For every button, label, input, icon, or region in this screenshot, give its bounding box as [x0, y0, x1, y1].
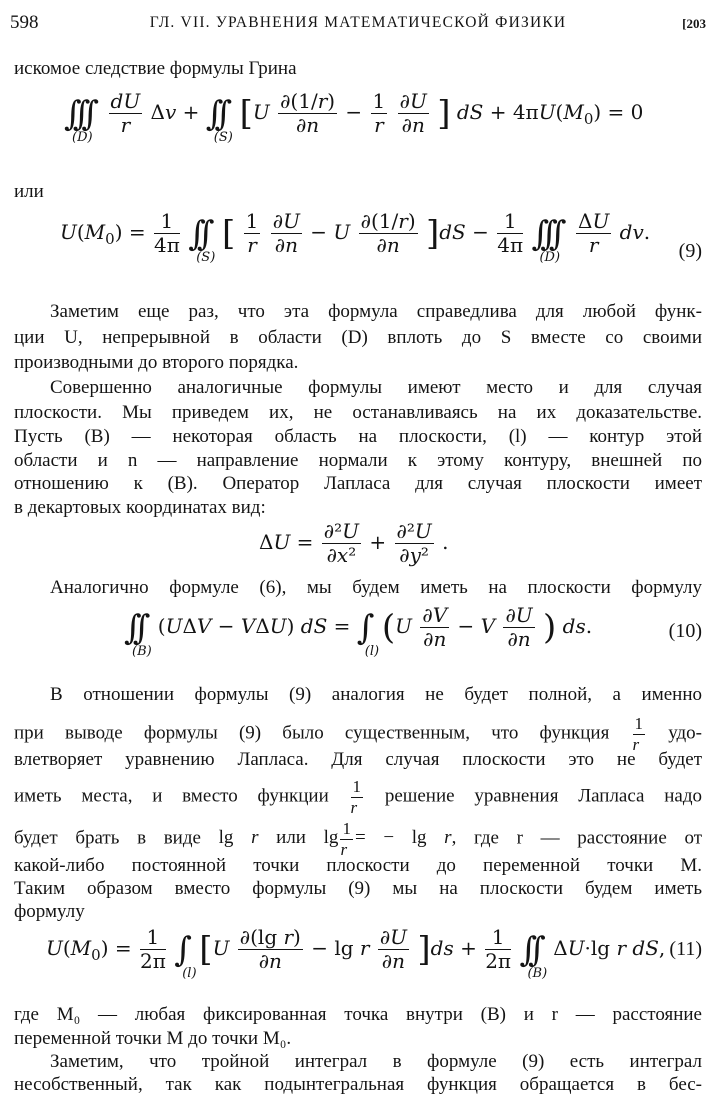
triple-integral-symbol: ∫∫∫ (D) [64, 93, 93, 145]
text-line: или [14, 181, 44, 202]
text-line: Таким образом вместо формулы (9) мы на плоскости будем иметь [14, 878, 702, 899]
equation-number-10: (10) [668, 620, 702, 642]
double-integral-symbol: ∫∫ (S) [205, 93, 233, 145]
equation-11: $U(M_0)$ = $\frac{1}{2\pi}$ ∫ (l) [U $\frac{\text{∂(lg r)}}{\partial n}$ − lg r $\frac{\partial U}{\partial n}$ ]ds + $\frac{1}{2\pi}$ ∫∫ (B) ΔU·lg r dS, (11) [46, 925, 702, 981]
text-line: какой-либо постоянной точки плоскости до переменной точки M. [14, 855, 702, 876]
equation-10: ∫∫ (B) (UΔV − VΔU) dS = ∫ (l) (U $\frac{\partial V}{\partial n}$ − V $\frac{\partial U}{\partial n}$ ) ds. (10) [124, 603, 702, 659]
equation-9: $U(M_0)$ = $\frac{1}{4\pi}$ ∫∫ (S) [ $\frac{1}{r}$ $\frac{\partial U}{\partial n}$ − U $\frac{\partial(1/r)}{\partial n}$ ]dS − $\frac{1}{4\pi}$ ∫∫∫ (D) $\frac{\Delta U}{r}$ dv. (9) [60, 209, 702, 265]
text-line: Аналогично формуле (6), мы будем иметь на плоскости формулу [50, 577, 702, 598]
text-line: переменной точки M до точки M₀. [14, 1028, 292, 1049]
text-line: производными до второго порядка. [14, 352, 299, 373]
text-line: Заметим еще раз, что эта формула справедлива для любой функ- [50, 301, 702, 322]
equation-green-consequence: ∫∫∫ (D) $\frac{dU}{r}$ Δv + ∫∫ (S) [U $\frac{\partial(1/r)}{\partial n}$ − $\frac{1}{r}$ $\frac{\partial U}{\partial n}$ ] dS + $4\pi U(M_0) = 0$ [64, 89, 644, 145]
text-line: В отношении формулы (9) аналогия не будет полной, а именно [50, 684, 702, 705]
text-line: области и n — направление нормали к этому контуру, внешней по [14, 450, 702, 471]
text-line: искомое следствие формулы Грина [14, 58, 297, 79]
text-line: где M₀ — любая фиксированная точка внутри (B) и r — расстояние [14, 1004, 702, 1025]
text-line: иметь места, и вместо функции $\frac{1}{r}$ решение уравнения Лапласа надо [14, 777, 702, 817]
text-span: будет брать в виде [14, 827, 201, 849]
equation-number-9: (9) [678, 240, 702, 262]
equation-number-11: (11) [669, 938, 702, 960]
running-header [10, 8, 706, 38]
inline-math: lg r или lg $\frac{1}{r}$ = − lg r, [218, 819, 457, 859]
text-span: где r — расстояние от [474, 827, 703, 849]
text-line: в декартовых координатах вид: [14, 497, 266, 518]
text-line: Пусть (B) — некоторая область на плоскости, (l) — контур этой [14, 426, 702, 447]
text-line: плоскости. Мы приведем их, не останавливаясь на их доказательстве. [14, 402, 702, 423]
text-line: при выводе формулы (9) было существенным, что функция $\frac{1}{r}$ удо- [14, 714, 703, 754]
section-number: [203 [682, 16, 706, 31]
text-span: решение уравнения Лапласа надо [384, 785, 702, 807]
text-span: при выводе формулы (9) было существенным, что функция [14, 722, 610, 744]
text-line: Заметим, что тройной интеграл в формуле (9) есть интеграл [50, 1051, 702, 1072]
text-line: Совершенно аналогичные формулы имеют место и для случая [50, 377, 702, 398]
text-line: отношению к (B). Оператор Лапласа для случая плоскости имеет [14, 473, 702, 494]
text-line: влетворяет уравнению Лапласа. Для случая плоскости это не будет [14, 749, 702, 770]
text-line: несобственный, так как подынтегральная функция обращается в бес- [14, 1074, 702, 1095]
equation-laplace-operator: ΔU = $\frac{\text{∂²U}}{\text{∂x²}}$ + $\frac{\text{∂²U}}{\text{∂y²}}$ . [259, 519, 449, 567]
text-line: ции U, непрерывной в области (D) вплоть до S вместе со своими [14, 327, 702, 348]
page-number: 598 [10, 12, 39, 33]
text-line: формулу [14, 901, 85, 922]
text-span: иметь места, и вместо функции [14, 785, 329, 807]
chapter-title: ГЛ. VII. УРАВНЕНИЯ МАТЕМАТИЧЕСКОЙ ФИЗИКИ [149, 14, 567, 31]
text-span: удо- [668, 722, 703, 744]
